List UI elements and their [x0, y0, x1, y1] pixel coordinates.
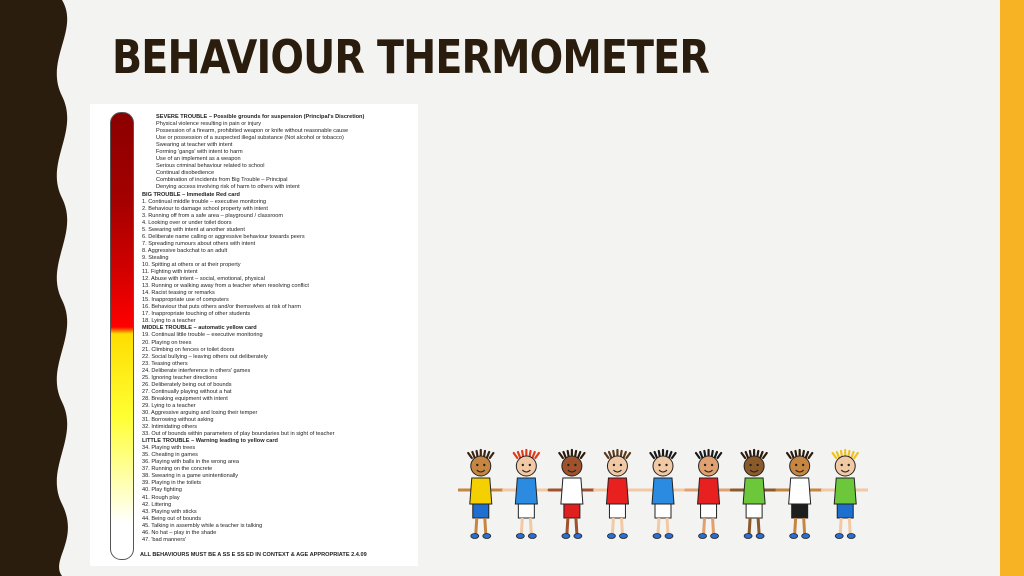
behaviour-line: Combination of incidents from Big Trouble – Principal — [156, 177, 288, 184]
behaviour-line: 28. Breaking equipment with intent — [142, 395, 228, 402]
behaviour-line: 46. No hat – play in the shade — [142, 529, 217, 536]
child-figure — [686, 450, 732, 539]
behaviour-line: 30. Aggressive arguing and losing their temper — [142, 409, 258, 416]
wavy-left-border — [0, 0, 80, 576]
behaviour-line: 12. Abuse with intent – social, emotional, physical — [142, 276, 265, 283]
behaviour-line: 35. Cheating in games — [142, 452, 198, 459]
behaviour-line: Use or possession of a suspected illegal substance (Not alcohol or tobacco) — [156, 135, 344, 142]
behaviour-line: 17. Inappropriate touching of other students — [142, 311, 251, 318]
behaviour-line: 21. Climbing on fences or toilet doors — [142, 346, 235, 353]
behaviour-line: 42. Littering — [142, 501, 172, 508]
behaviour-line: 14. Racist teasing or remarks — [142, 290, 215, 297]
behaviour-line: 47. 'bad manners' — [142, 536, 187, 543]
behaviour-line: 25. Ignoring teacher directions — [142, 374, 218, 381]
behaviour-line: Denying access involving risk of harm to others with intent — [156, 184, 300, 191]
behaviour-line: 15. Inappropriate use of computers — [142, 297, 229, 304]
behaviour-line: 26. Deliberately being out of bounds — [142, 381, 232, 388]
child-figure — [640, 450, 686, 539]
behaviour-line: 10. Spitting at others or at their property — [142, 261, 241, 268]
behaviour-line: 8. Aggressive backchat to an adult — [142, 247, 228, 254]
behaviour-line: 39. Playing in the toilets — [142, 480, 202, 487]
behaviour-line: Physical violence resulting in pain or injury — [156, 121, 262, 128]
behaviour-line: Continual disobedience — [156, 170, 215, 177]
behaviour-line: 41. Rough play — [142, 494, 180, 501]
behaviour-line: 45. Talking in assembly while a teacher is talking — [142, 522, 263, 529]
behaviour-line: 27. Continually playing without a hat — [142, 388, 232, 395]
behaviour-line: 18. Lying to a teacher — [142, 318, 196, 325]
behaviour-line: 19. Continual little trouble – executive monitoring — [142, 332, 263, 339]
thermometer-graphic — [110, 112, 134, 560]
behaviour-line: 40. Play fighting — [142, 487, 182, 494]
behaviour-chart-document — [90, 104, 418, 566]
behaviour-line: Swearing at teacher with intent — [156, 142, 233, 149]
behaviour-line: 4. Looking over or under toilet doors — [142, 219, 232, 226]
behaviour-line: 5. Swearing with intent at another student — [142, 226, 245, 233]
behaviour-line: 7. Spreading rumours about others with intent — [142, 240, 256, 247]
behaviour-line: 13. Running or walking away from a teacher when resolving conflict — [142, 283, 309, 290]
slide-title: BEHAVIOUR THERMOMETER — [112, 30, 709, 84]
behaviour-line: 20. Playing on trees — [142, 339, 192, 346]
behaviour-line: 6. Deliberate name calling or aggressive behaviour towards peers — [142, 233, 305, 240]
behaviour-line: 23. Teasing others — [142, 360, 188, 367]
behaviour-line: 22. Social bullying – leaving others out deliberately — [142, 353, 268, 360]
behaviour-line: 9. Stealing — [142, 254, 169, 261]
behaviour-line: SEVERE TROUBLE – Possible grounds for suspension (Principal's Discretion) — [156, 114, 365, 120]
behaviour-line: 32. Intimidating others — [142, 424, 198, 431]
behaviour-line: 33. Out of bounds within parameters of play boundaries but in sight of teacher — [142, 431, 335, 438]
behaviour-line: 43. Playing with sticks — [142, 508, 197, 515]
child-figure — [458, 450, 504, 539]
child-figure — [777, 450, 823, 539]
behaviour-line: 34. Playing with trees — [142, 445, 196, 452]
child-figure — [549, 450, 595, 539]
behaviour-line: 16. Behaviour that puts others and/or themselves at risk of harm — [142, 304, 301, 311]
accent-bar — [1000, 0, 1024, 576]
behaviour-line: Forming 'gangs' with intent to harm — [156, 149, 243, 156]
behaviour-list — [142, 114, 414, 544]
behaviour-line: 1. Continual middle trouble – executive monitoring — [142, 198, 267, 205]
child-figure — [504, 450, 550, 539]
behaviour-line: BIG TROUBLE – Immediate Red card — [142, 191, 240, 198]
behaviour-line: 29. Lying to a teacher — [142, 402, 196, 409]
behaviour-line: Use of an implement as a weapon — [156, 156, 241, 163]
child-figure — [822, 450, 868, 539]
behaviour-line: 3. Running off from a safe area – playground / classroom — [142, 212, 284, 219]
document-footer: ALL BEHAVIOURS MUST BE A SS E SS ED IN CONTEXT & AGE APPROPRIATE 2.4.09 — [140, 552, 367, 558]
child-figure — [595, 450, 641, 539]
behaviour-line: 36. Playing with balls in the wrong area — [142, 459, 240, 466]
behaviour-line: Serious criminal behaviour related to school — [156, 163, 265, 170]
behaviour-line: 11. Fighting with intent — [142, 269, 198, 276]
behaviour-line: 38. Swearing in a game unintentionally — [142, 473, 239, 480]
behaviour-line: 37. Running on the concrete — [142, 466, 213, 473]
behaviour-line: MIDDLE TROUBLE – automatic yellow card — [142, 325, 257, 332]
child-figure — [731, 450, 777, 539]
children-holding-hands-illustration — [458, 446, 868, 546]
behaviour-line: LITTLE TROUBLE – Warning leading to yellow card — [142, 438, 278, 445]
behaviour-line: 24. Deliberate interference in others' games — [142, 367, 251, 374]
behaviour-line: 31. Borrowing without asking — [142, 417, 214, 424]
behaviour-line: Possession of a firearm, prohibited weapon or knife without reasonable cause — [156, 128, 349, 135]
behaviour-line: 44. Being out of bounds — [142, 515, 202, 522]
behaviour-line: 2. Behaviour to damage school property with intent — [142, 205, 268, 212]
